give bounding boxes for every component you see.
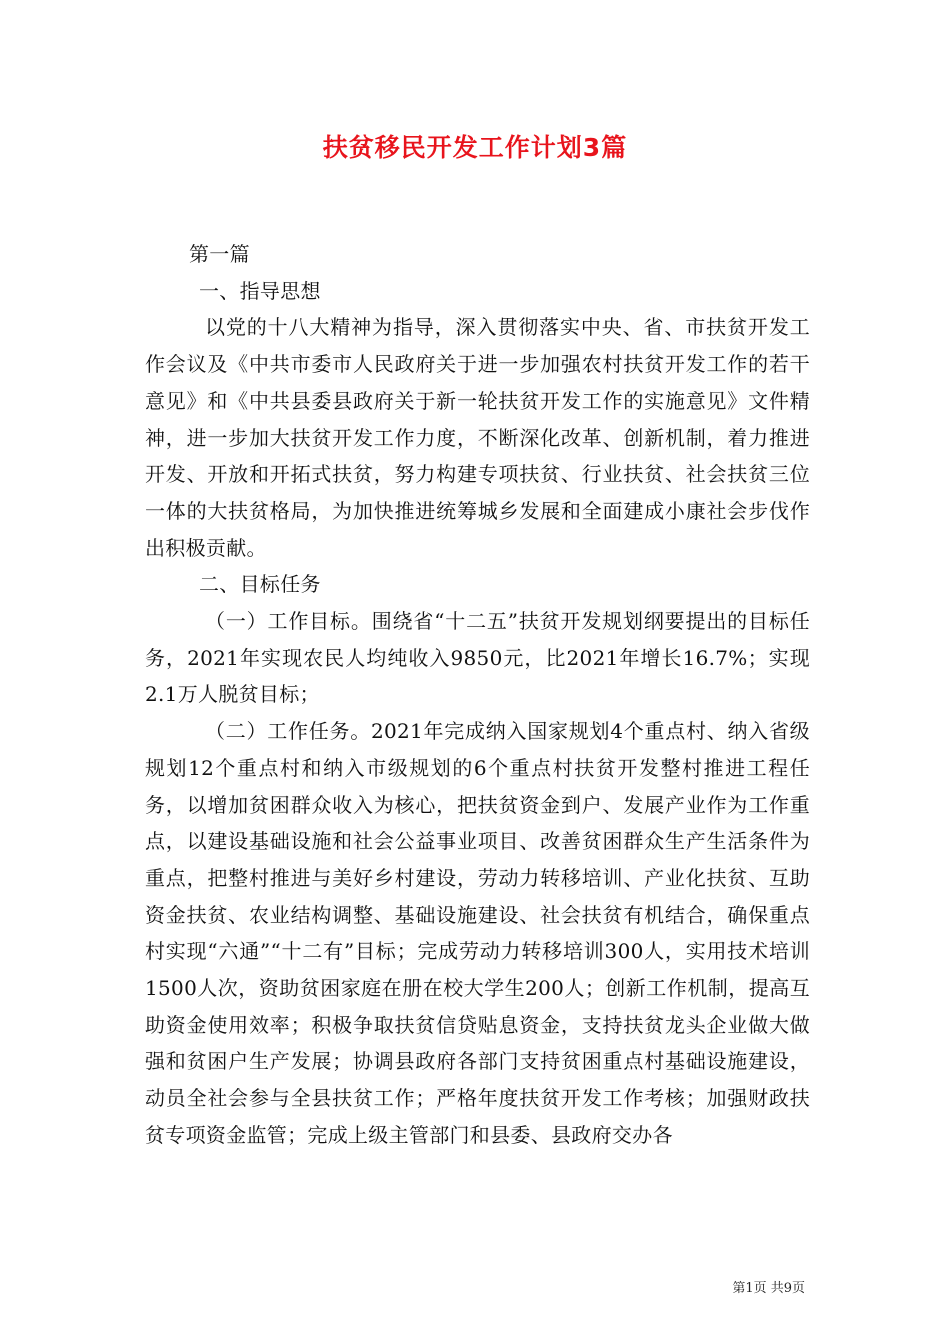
paragraph: 以党的十八大精神为指导，深入贯彻落实中央、省、市扶贫开发工作会议及《中共市委市人民政府关于进一步加强农村扶贫开发工作的若干意见》和《中共县委县政府关于新一轮扶贫开发工作的实施意见》文件精神，进一步加大扶贫开发工作力度，不断深化改革、创新机制，着力推进开发、开放和开拓式扶贫，努力构建专项扶贫、行业扶贫、社会扶贫三位一体的大扶贫格局，为加快推进统筹城乡发展和全面建成小康社会步伐作出积极贡献。 bbox=[145, 315, 810, 560]
subsection-heading: 二、目标任务 bbox=[199, 572, 321, 597]
document-body bbox=[145, 236, 810, 1154]
paragraph: （一）工作目标。围绕省“十二五”扶贫开发规划纲要提出的目标任务，2021年实现农民人均纯收入9850元，比2021年增长16.7%；实现2.1万人脱贫目标； bbox=[145, 609, 810, 707]
document-title: 扶贫移民开发工作计划3篇 bbox=[322, 133, 628, 162]
paragraph: （二）工作任务。2021年完成纳入国家规划4个重点村、纳入省级规划12个重点村和纳入市级规划的6个重点村扶贫开发整村推进工程任务，以增加贫困群众收入为核心，把扶贫资金到户、发展产业作为工作重点，以建设基础设施和社会公益事业项目、改善贫困群众生产生活条件为重点，把整村推进与美好乡村建设，劳动力转移培训、产业化扶贫、互助资金扶贫、农业结构调整、基础设施建设、社会扶贫有机结合，确保重点村实现“六通”“十二有”目标；完成劳动力转移培训300人，实用技术培训1500人次，资助贫困家庭在册在校大学生200人；创新工作机制，提高互助资金使用效率；积极争取扶贫信贷贴息资金，支持扶贫龙头企业做大做强和贫困户生产发展；协调县政府各部门支持贫困重点村基础设施建设，动员全社会参与全县扶贫工作；严格年度扶贫开发工作考核；加强财政扶贫专项资金监管；完成上级主管部门和县委、县政府交办各 bbox=[145, 719, 810, 1147]
page-number: 第1页 共9页 bbox=[732, 1281, 805, 1296]
section-heading: 第一篇 bbox=[189, 242, 250, 266]
subsection-heading: 一、指导思想 bbox=[199, 278, 321, 303]
